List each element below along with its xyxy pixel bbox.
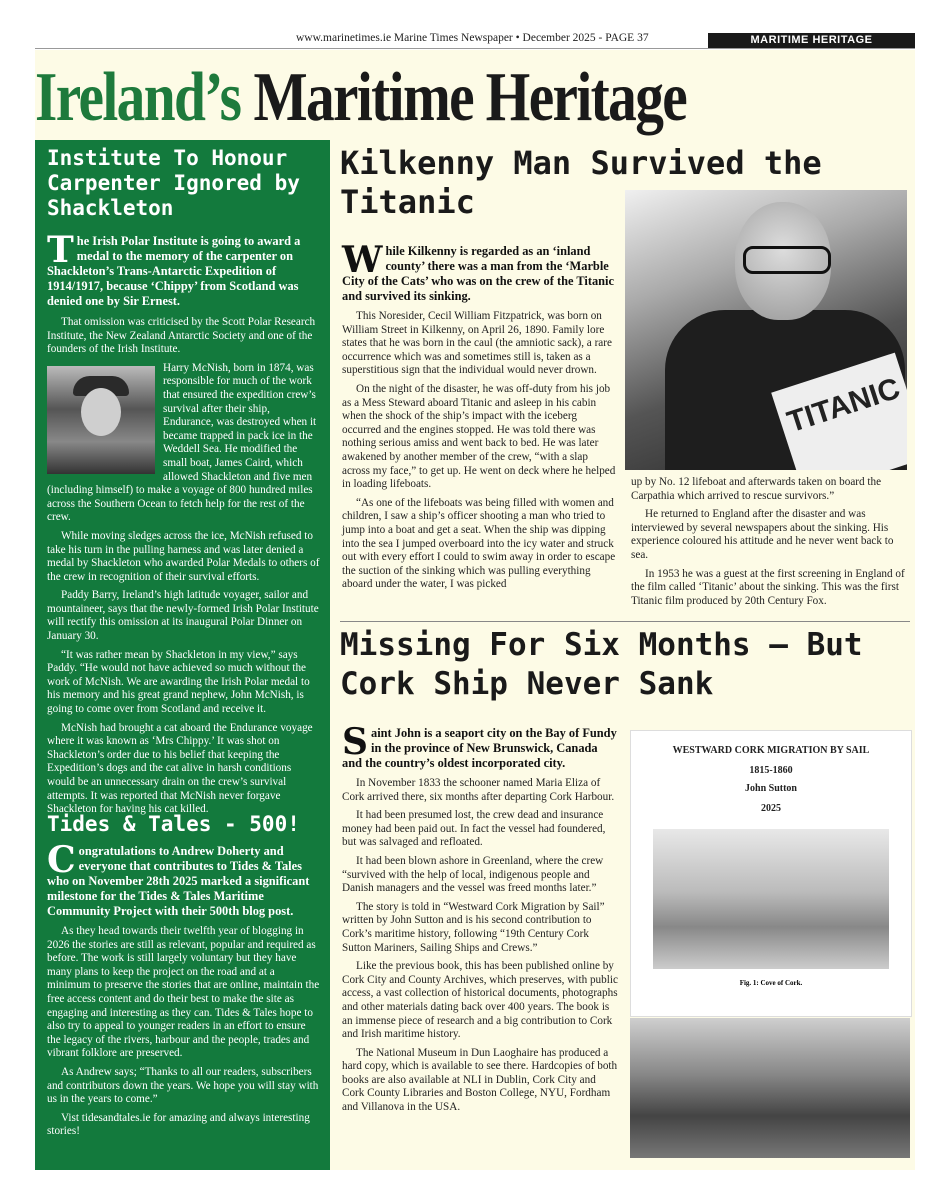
titanic-headline: Kilkenny Man Survived the Titanic <box>340 144 822 221</box>
cork-p2: It had been presumed lost, the crew dead and insurance money had been paid out. In fact the vessel had foundered, but was salvaged and refloated. <box>342 809 606 849</box>
titanic-r3: In 1953 he was a guest at the first screening in England of the film called ‘Titanic’ about the sinking. This was the first Titanic film produced by 20th Century Fox. <box>631 567 905 607</box>
shackleton-p2: Harry McNish, born in 1874, was responsible for much of the work that ensured the expedition crew’s survival after their ship, Endurance, was destroyed when it became trapped in pack ice in the Weddell Sea. He modified the small boat, James Caird, which allowed Shackleton and five men (including himself) to make a voyage of 800 hundred miles across the Southern Ocean to fetch help for the rest of the crew. <box>47 361 317 524</box>
book-year: 2025 <box>761 803 781 814</box>
tides-p1: As they head towards their twelfth year of blogging in 2026 the stories are still as relevant, popular and required as before. The work is still largely voluntary but they have many plans to keep the project on the road and at a minimum to preserve the stories that are online, maintain the free access content and do their best to make the site as engaging and interesting as they can. Tides & Tales hope to also try to appeal to younger readers in an effort to ensure the legacy of the rivers, harbour and the people, trades and vibrant folklore are preserved. <box>47 925 320 1060</box>
book-cover <box>630 730 912 1017</box>
mcnish-photo <box>47 366 155 474</box>
titanic-p1: This Noresider, Cecil William Fitzpatrick, was born on William Street in Kilkenny, on April 26, 1890. Family lore states that he was born in the caul (the amniotic sack), a rare occurrence which was and sometimes still is, taken as a superstitious sign that the individual would never drown. <box>342 310 612 377</box>
cork-p4: The story is told in “Westward Cork Migration by Sail” written by John Sutton and is his second contribution to Cork’s maritime history, following “19th Century Cork Sutton Mariners, Sailing Ships and Crews.” <box>342 900 605 954</box>
cork-lead: Saint John is a seaport city on the Bay of Fundy in the province of New Brunswick, Canada and the country’s oldest incorporated city. <box>342 721 617 770</box>
titanic-column-right <box>631 476 909 613</box>
book-author: John Sutton <box>745 783 797 794</box>
book-fig-caption: Fig. 1: Cove of Cork. <box>739 979 803 987</box>
cork-column <box>342 721 618 1120</box>
page-header <box>0 30 950 50</box>
masthead-black: Maritime Heritage <box>253 59 687 136</box>
fitzpatrick-photo <box>625 190 907 470</box>
shackleton-headline: Institute To Honour Carpenter Ignored by Shackleton <box>47 146 300 220</box>
shackleton-p5: “It was rather mean by Shackleton in my view,” says Paddy. “He would not have achieved so much without the work of McNish. We are awarding the Irish Polar medal to his memory and his great grand nephew, John McNish, is going to come over from Scotland and receive it. <box>47 648 310 716</box>
url-line: www.marinetimes.ie Marine Times Newspaper • December 2025 - PAGE 37 <box>296 32 649 44</box>
article-divider <box>340 621 910 622</box>
tides-lead: Congratulations to Andrew Doherty and everyone that contributes to Tides & Tales who on November 28th 2025 marked a significant milestone for the Tides & Tales Maritime Community Project with their 500th blog post. <box>47 839 310 918</box>
header-rule <box>35 48 915 49</box>
tides-p3: Vist tidesandtales.ie for amazing and always interesting stories! <box>47 1111 310 1138</box>
cove-engraving <box>653 829 889 969</box>
titanic-p3: “As one of the lifeboats was being filled with women and children, I saw a ship’s officer shooting a man who tried to jump into a boat and get a seat. When the ship was dipping into the sea I jumped overboard into the icy water and struck out with every effort I could to swim away in order to escape the suction of the sinking which was pulling everything aboard under the water, I was picked <box>342 496 616 591</box>
shackleton-p4: Paddy Barry, Ireland’s high latitude voyager, sailor and mountaineer, says that the newly-formed Irish Polar Institute will rectify this omission at its inaugural Polar Dinner on January 30. <box>47 589 319 643</box>
shackleton-p3: While moving sledges across the ice, McNish refused to take his turn in the pulling harness and was later denied a medal by Shackleton who awarded Polar Medals to others of the crew in recognition of their survival efforts. <box>47 529 320 583</box>
titanic-p2: On the night of the disaster, he was off-duty from his job as a Mess Steward aboard Titanic and asleep in his cabin when the shock of the ship’s impact with the iceberg occurred and the engines stopped. He was told there was nothing serious amiss and went back to bed. He was later awakened by another member of the crew, “with a slap across my face,” to get up. He went on deck where he helped in loading lifeboats. <box>342 382 616 491</box>
cork-p5: Like the previous book, this has been published online by Cork City and County Archives, which preserves, with public access, a vast collection of historical documents, photographs and other materials dating back over 400 years. The book is an immense piece of research and a big contribution to Cork and Irish maritime history. <box>342 960 618 1041</box>
masthead <box>35 56 757 140</box>
section-label: MARITIME HERITAGE <box>708 33 915 48</box>
tides-p2: As Andrew says; “Thanks to all our readers, subscribers and contributors down the years. We hope you will stay with us in the years to come.” <box>47 1065 319 1106</box>
page <box>35 50 915 1170</box>
tides-article <box>47 839 321 1144</box>
book-years: 1815-1860 <box>749 765 793 776</box>
cork-p6: The National Museum in Dun Laoghaire has produced a hard copy, which is available to see there. Hardcopies of both books are also available at NLI in Dublin, Cork City and Cork County Libraries and Boston College, NYU, Fordham and Villanova in the USA. <box>342 1046 618 1114</box>
titanic-r1: up by No. 12 lifeboat and afterwards taken on board the Carpathia which arrived to rescue survivors.” <box>631 476 882 502</box>
cork-p3: It had been blown ashore in Greenland, where the crew “survived with the help of local, indigenous people and Danish managers and the vessel was freed months later.” <box>342 854 604 895</box>
shackleton-article <box>47 229 321 309</box>
tides-headline: Tides & Tales - 500! <box>47 812 300 836</box>
harbour-painting <box>630 1018 910 1158</box>
left-sidebar <box>35 140 330 1170</box>
shackleton-body <box>47 316 321 822</box>
shackleton-p1: That omission was criticised by the Scott Polar Research Institute, the New Zealand Antarctic Society and one of the founders of the Irish Institute. <box>47 316 316 356</box>
book-title: WESTWARD CORK MIGRATION BY SAIL <box>672 745 870 756</box>
titanic-column <box>342 239 616 597</box>
masthead-green: Ireland’s <box>35 59 241 136</box>
shackleton-lead: The Irish Polar Institute is going to award a medal to the memory of the carpenter on Shackleton’s Trans-Antarctic Expedition of 1914/1917, because ‘Chippy’ from Scotland was denied one by Sir Ernest. <box>47 229 301 308</box>
titanic-lead: While Kilkenny is regarded as an ‘inland county’ there was a man from the ‘Marble City of the Cats’ who was on the crew of the Titanic and survived its sinking. <box>342 239 614 303</box>
shackleton-p6: McNish had brought a cat aboard the Endurance voyage where it was known as ‘Mrs Chippy.’ It was shot on Shackleton’s order due to his belief that keeping the Expedition’s dogs and the cat alive in harsh conditions would be an unnecessary drain on the crew’s survival attempts. It was reported that McNish never forgave Shackleton for having his cat killed. <box>47 721 313 816</box>
cork-headline: Missing For Six Months – But Cork Ship Never Sank <box>340 627 863 702</box>
titanic-r2: He returned to England after the disaster and was interviewed by several newspapers about the sinking. His experience coloured his attitude and he never went back to sea. <box>631 508 894 561</box>
cork-p1: In November 1833 the schooner named Maria Eliza of Cork arrived there, six months after departing Cork Harbour. <box>342 777 615 803</box>
titanic-newspaper: TITANIC <box>771 353 907 470</box>
